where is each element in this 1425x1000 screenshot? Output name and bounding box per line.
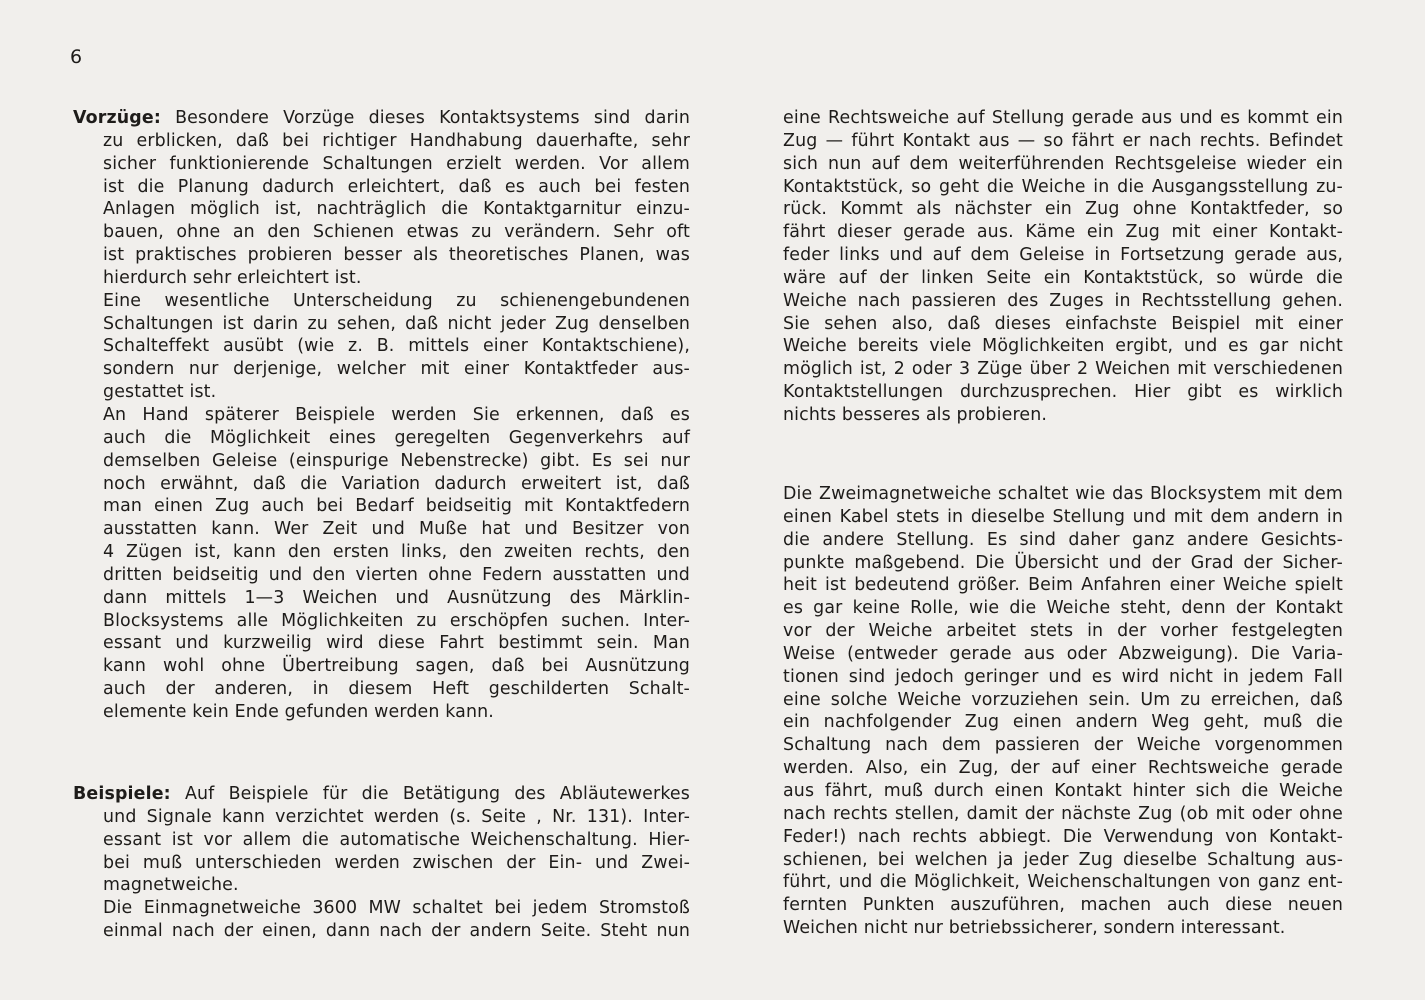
text-line: Kontaktstellungen durchzusprechen. Hier gibt es wirklich [783,382,1343,403]
text-line: punkte maßgebend. Die Übersicht und der Grad der Sicher- [783,552,1343,573]
text-line: fährt dieser gerade aus. Käme ein Zug mit einer Kontakt- [783,222,1343,243]
text-line: tionen sind jedoch geringer und es wird nicht in jedem Fall [783,666,1343,687]
text-line: sondern nur derjenige, welcher mit einer Kontaktfeder aus- [103,359,690,380]
text-line: feder links und auf dem Geleise in Fortsetzung gerade aus, [783,245,1343,266]
vorzuege-section [73,107,690,130]
text-line: noch erwähnt, daß die Variation dadurch erweitert ist, daß [103,473,690,494]
beispiele-body [73,806,690,943]
text-line: nichts besseres als probieren. [783,404,1048,425]
text-line: führt, und die Möglichkeit, Weichenschaltungen von ganz ent- [783,872,1343,893]
text-line: Die Zweimagnetweiche schaltet wie das Blocksystem mit dem [783,484,1343,504]
text-line: Kontaktstück, so geht die Weiche in die Ausgangsstellung zu- [783,176,1343,197]
text-line: sicher funktionierende Schaltungen erzielt werden. Vor allem [103,153,690,174]
text-line: zu erblicken, daß bei richtiger Handhabung dauerhafte, sehr [103,130,690,151]
text-line: auch der anderen, in diesem Heft geschilderten Schalt- [103,679,690,700]
vorzuege-first-line: Vorzüge: Besondere Vorzüge dieses Kontaktsystems sind darin [73,108,690,128]
text-line: Sie sehen also, daß dieses einfachste Beispiel mit einer [783,313,1343,334]
text-line: Anlagen möglich ist, nachträglich die Kontaktgarnitur einzu- [103,199,690,220]
text-line: Feder!) nach rechts abbiegt. Die Verwendung von Kontakt- [783,826,1343,847]
text-line: Eine wesentliche Unterscheidung zu schienengebundenen [103,290,690,311]
text-line: elemente kein Ende gefunden werden kann. [103,701,494,722]
text-line: 4 Zügen ist, kann den ersten links, den zweiten rechts, den [103,542,690,563]
text-line: vor der Weiche arbeitet stets in der vorher festgelegten [783,621,1343,642]
text-line: Weichen nicht nur betriebssicherer, sondern interessant. [783,918,1286,939]
text-line: einen Kabel stets in dieselbe Stellung und mit dem andern in [783,506,1343,527]
text-line: ist die Planung dadurch erleichtert, daß es auch bei festen [103,176,690,197]
text-line: sich nun auf dem weiterführenden Rechtsgeleise wieder ein [783,153,1343,174]
text-line: Blocksystems alle Möglichkeiten zu erschöpfen suchen. Inter- [103,610,690,631]
beispiele-heading: Beispiele: [73,784,171,804]
text-line: Die Einmagnetweiche 3600 MW schaltet bei jedem Stromstoß [103,898,690,919]
text-line: schienen, bei welchen ja jeder Zug dieselbe Schaltung aus- [783,849,1343,870]
beispiele-first-line: Beispiele: Auf Beispiele für die Betätigung des Abläutewerkes [73,784,690,804]
text-line: die andere Stellung. Es sind daher ganz andere Gesichts- [783,529,1343,550]
text-line: Weiche bereits viele Möglichkeiten ergibt, und es gar nicht [783,336,1343,357]
text-line: heit ist bedeutend größer. Beim Anfahren einer Weiche spielt [783,575,1343,596]
text-line: bei muß unterschieden werden zwischen der Ein- und Zwei- [103,852,690,873]
text-line: essant und kurzweilig wird diese Fahrt bestimmt sein. Man [103,633,690,654]
text-line: aus fährt, muß durch einen Kontakt hinter sich die Weiche [783,780,1343,801]
text-line: rück. Kommt als nächster ein Zug ohne Kontaktfeder, so [783,199,1343,220]
text-line: dann mittels 1—3 Weichen und Ausnützung des Märklin- [103,587,690,608]
text-line: hierdurch sehr erleichtert ist. [103,267,362,288]
text-line: möglich ist, 2 oder 3 Züge über 2 Weichen mit verschiedenen [783,359,1343,380]
text-line: eine solche Weiche vorzuziehen sein. Um zu erreichen, daß [783,689,1343,710]
text-line: ein nachfolgender Zug einen andern Weg geht, muß die [783,712,1343,733]
text-line: ist praktisches probieren besser als theoretisches Planen, was [103,245,690,266]
text-line: Schaltungen ist darin zu sehen, daß nicht jeder Zug denselben [103,313,690,334]
beispiele-section [73,783,690,806]
text-line: gestattet ist. [103,382,217,403]
right-paragraph-2 [783,483,1343,940]
page-number: 6 [70,46,83,68]
text-line: Weise (entweder gerade aus oder Abzweigung). Die Varia- [783,643,1343,664]
text-line: und Signale kann verzichtet werden (s. Seite , Nr. 131). Inter- [103,806,690,827]
text-line: eine Rechtsweiche auf Stellung gerade aus und es kommt ein [783,108,1343,128]
text-line: fernten Punkten auszuführen, machen auch diese neuen [783,895,1343,916]
text-line: essant ist vor allem die automatische Weichenschaltung. Hier- [103,829,690,850]
vorzuege-heading: Vorzüge: [73,108,161,128]
text-line: werden. Also, ein Zug, der auf einer Rechtsweiche gerade [783,758,1343,779]
text-line: An Hand späterer Beispiele werden Sie erkennen, daß es [103,404,690,425]
text-line: bauen, ohne an den Schienen etwas zu verändern. Sehr oft [103,222,690,243]
text-line: magnetweiche. [103,875,239,896]
text-line: man einen Zug auch bei Bedarf beidseitig mit Kontaktfedern [103,496,690,517]
text-line: Schaltung nach dem passieren der Weiche vorgenommen [783,735,1343,756]
text-line: Zug — führt Kontakt aus — so fährt er nach rechts. Befindet [783,130,1343,151]
text-line: Schalteffekt ausübt (wie z. B. mittels einer Kontaktschiene), [103,336,690,357]
right-paragraph-1 [783,107,1343,427]
text-line: demselben Geleise (einspurige Nebenstrecke) gibt. Es sei nur [103,450,690,471]
text-line: auch die Möglichkeit eines geregelten Gegenverkehrs auf [103,427,690,448]
text-line: Weiche nach passieren des Zuges in Rechtsstellung gehen. [783,290,1343,311]
text-line: es gar keine Rolle, wie die Weiche steht, denn der Kontakt [783,598,1343,619]
text-line: einmal nach der einen, dann nach der andern Seite. Steht nun [103,921,690,942]
text-line: ausstatten kann. Wer Zeit und Muße hat und Besitzer von [103,519,690,540]
text-line: wäre auf der linken Seite ein Kontaktstück, so würde die [783,267,1343,288]
text-line: nach rechts stellen, damit der nächste Zug (ob mit oder ohne [783,803,1343,824]
text-line: kann wohl ohne Übertreibung sagen, daß bei Ausnützung [103,656,690,677]
text-line: dritten beidseitig und den vierten ohne Federn ausstatten und [103,564,690,585]
vorzuege-body [73,130,690,724]
